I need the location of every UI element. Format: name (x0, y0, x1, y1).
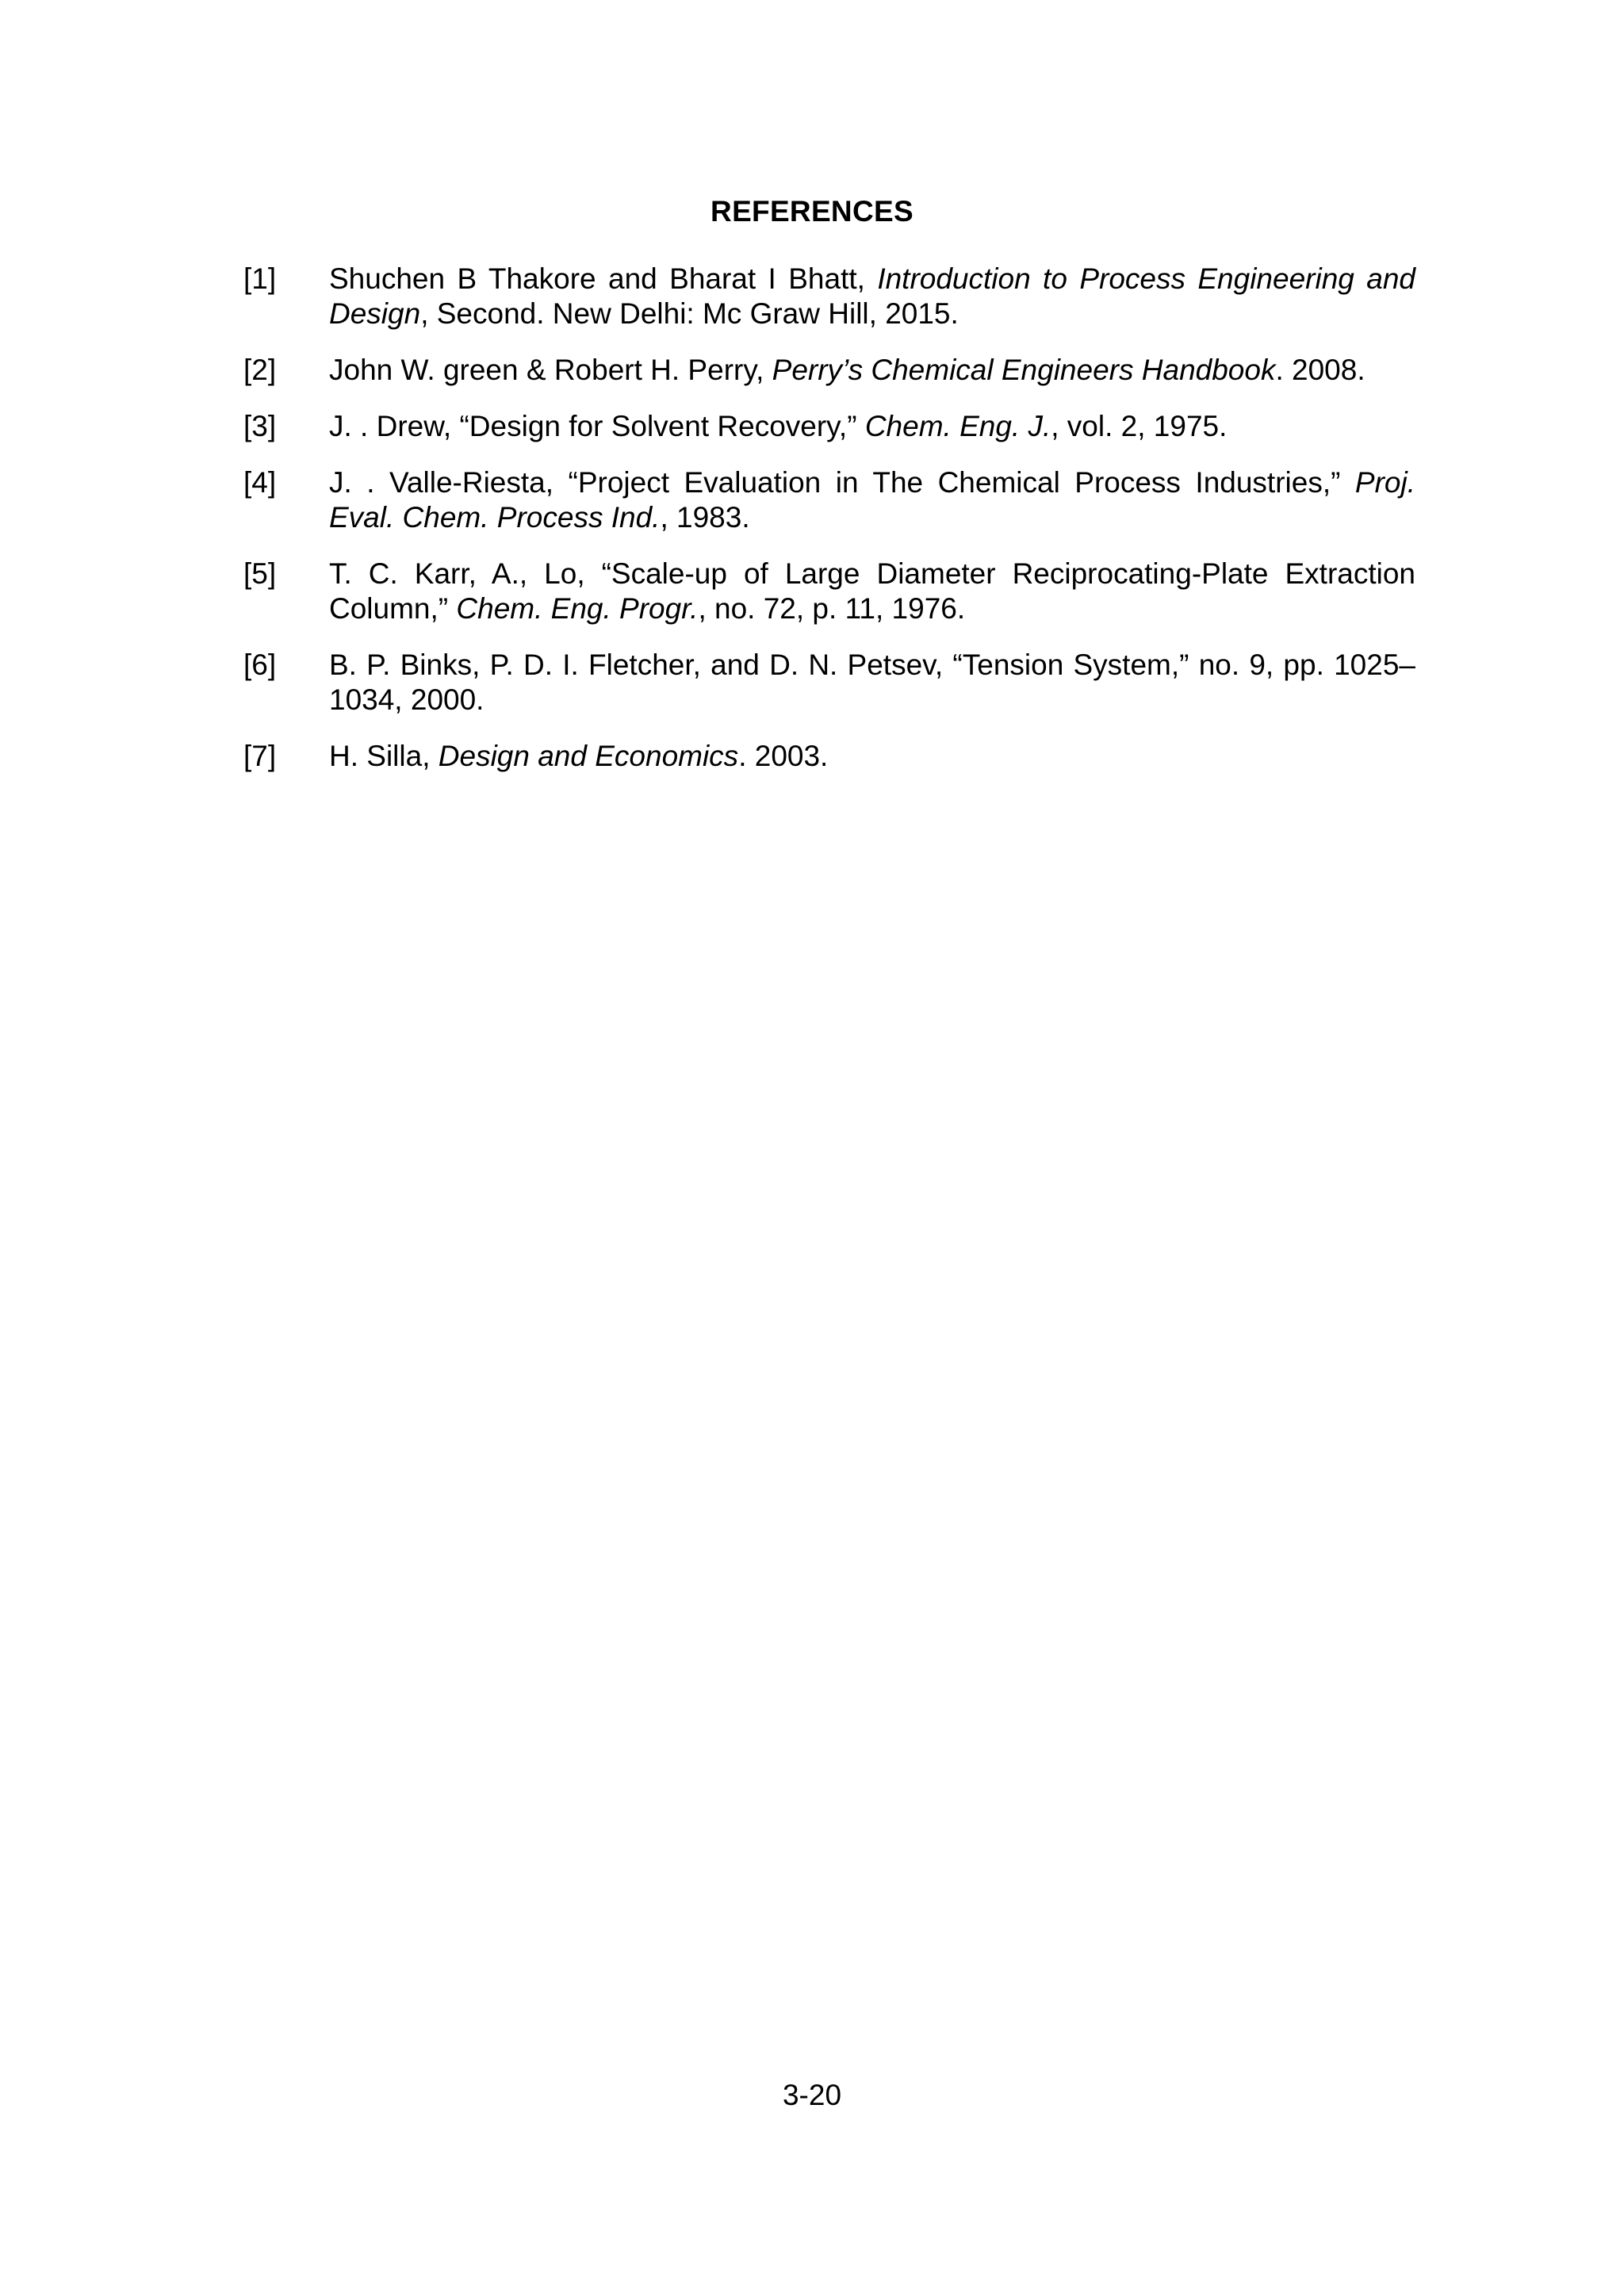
reference-number: [5] (243, 557, 277, 590)
reference-list (243, 262, 1415, 795)
reference-item (243, 739, 1415, 774)
reference-item (243, 262, 1415, 331)
reference-text-segment: J. . Valle-Riesta, “Project Evaluation in The Chemical Process Industries,” (329, 466, 1355, 499)
reference-number: [3] (243, 410, 277, 442)
reference-item (243, 465, 1415, 535)
reference-item (243, 557, 1415, 626)
reference-text-segment: , no. 72, p. 11, 1976. (698, 592, 966, 625)
reference-text-segment: . 2008. (1275, 354, 1365, 386)
reference-text-segment: , Second. New Delhi: Mc Graw Hill, 2015. (420, 297, 959, 330)
reference-title-italic: Proj. Eval. Chem. Process Ind. (329, 466, 1415, 534)
reference-title-italic: Chem. Eng. Progr. (456, 592, 699, 625)
references-heading: REFERENCES (710, 195, 914, 228)
reference-text-segment: T. C. Karr, A., Lo, “Scale-up of Large Diameter Reciprocating-Plate Extraction Column,” (329, 557, 1415, 625)
reference-text-segment: B. P. Binks, P. D. I. Fletcher, and D. N. Petsev, “Tension System,” no. 9, pp. 1025–1034, 2000. (329, 649, 1415, 716)
reference-text-segment: , 1983. (660, 501, 750, 534)
reference-title-italic: Perry’s Chemical Engineers Handbook (772, 354, 1276, 386)
reference-text (329, 354, 1365, 386)
reference-text (329, 410, 1227, 442)
reference-text-segment: . 2003. (738, 740, 829, 772)
reference-title-italic: Introduction to Process Engineering and Design (329, 262, 1415, 330)
reference-item (243, 353, 1415, 388)
reference-item (243, 648, 1415, 718)
reference-item (243, 409, 1415, 444)
reference-text (329, 557, 1415, 625)
reference-title-italic: Design and Economics (438, 740, 739, 772)
reference-text-segment: , vol. 2, 1975. (1051, 410, 1228, 442)
reference-text-segment: Shuchen B Thakore and Bharat I Bhatt, (329, 262, 878, 295)
reference-text (329, 466, 1415, 534)
page-number: 3-20 (782, 2079, 842, 2111)
reference-number: [1] (243, 262, 277, 295)
reference-text-segment: John W. green & Robert H. Perry, (329, 354, 772, 386)
reference-text-segment: H. Silla, (329, 740, 439, 772)
reference-number: [7] (243, 740, 277, 772)
reference-number: [6] (243, 649, 277, 681)
reference-text (329, 649, 1415, 716)
reference-number: [2] (243, 354, 277, 386)
reference-text (329, 262, 1415, 330)
reference-title-italic: Chem. Eng. J. (864, 410, 1051, 442)
reference-text-segment: J. . Drew, “Design for Solvent Recovery,” (329, 410, 865, 442)
reference-text (329, 740, 828, 772)
reference-number: [4] (243, 466, 277, 499)
